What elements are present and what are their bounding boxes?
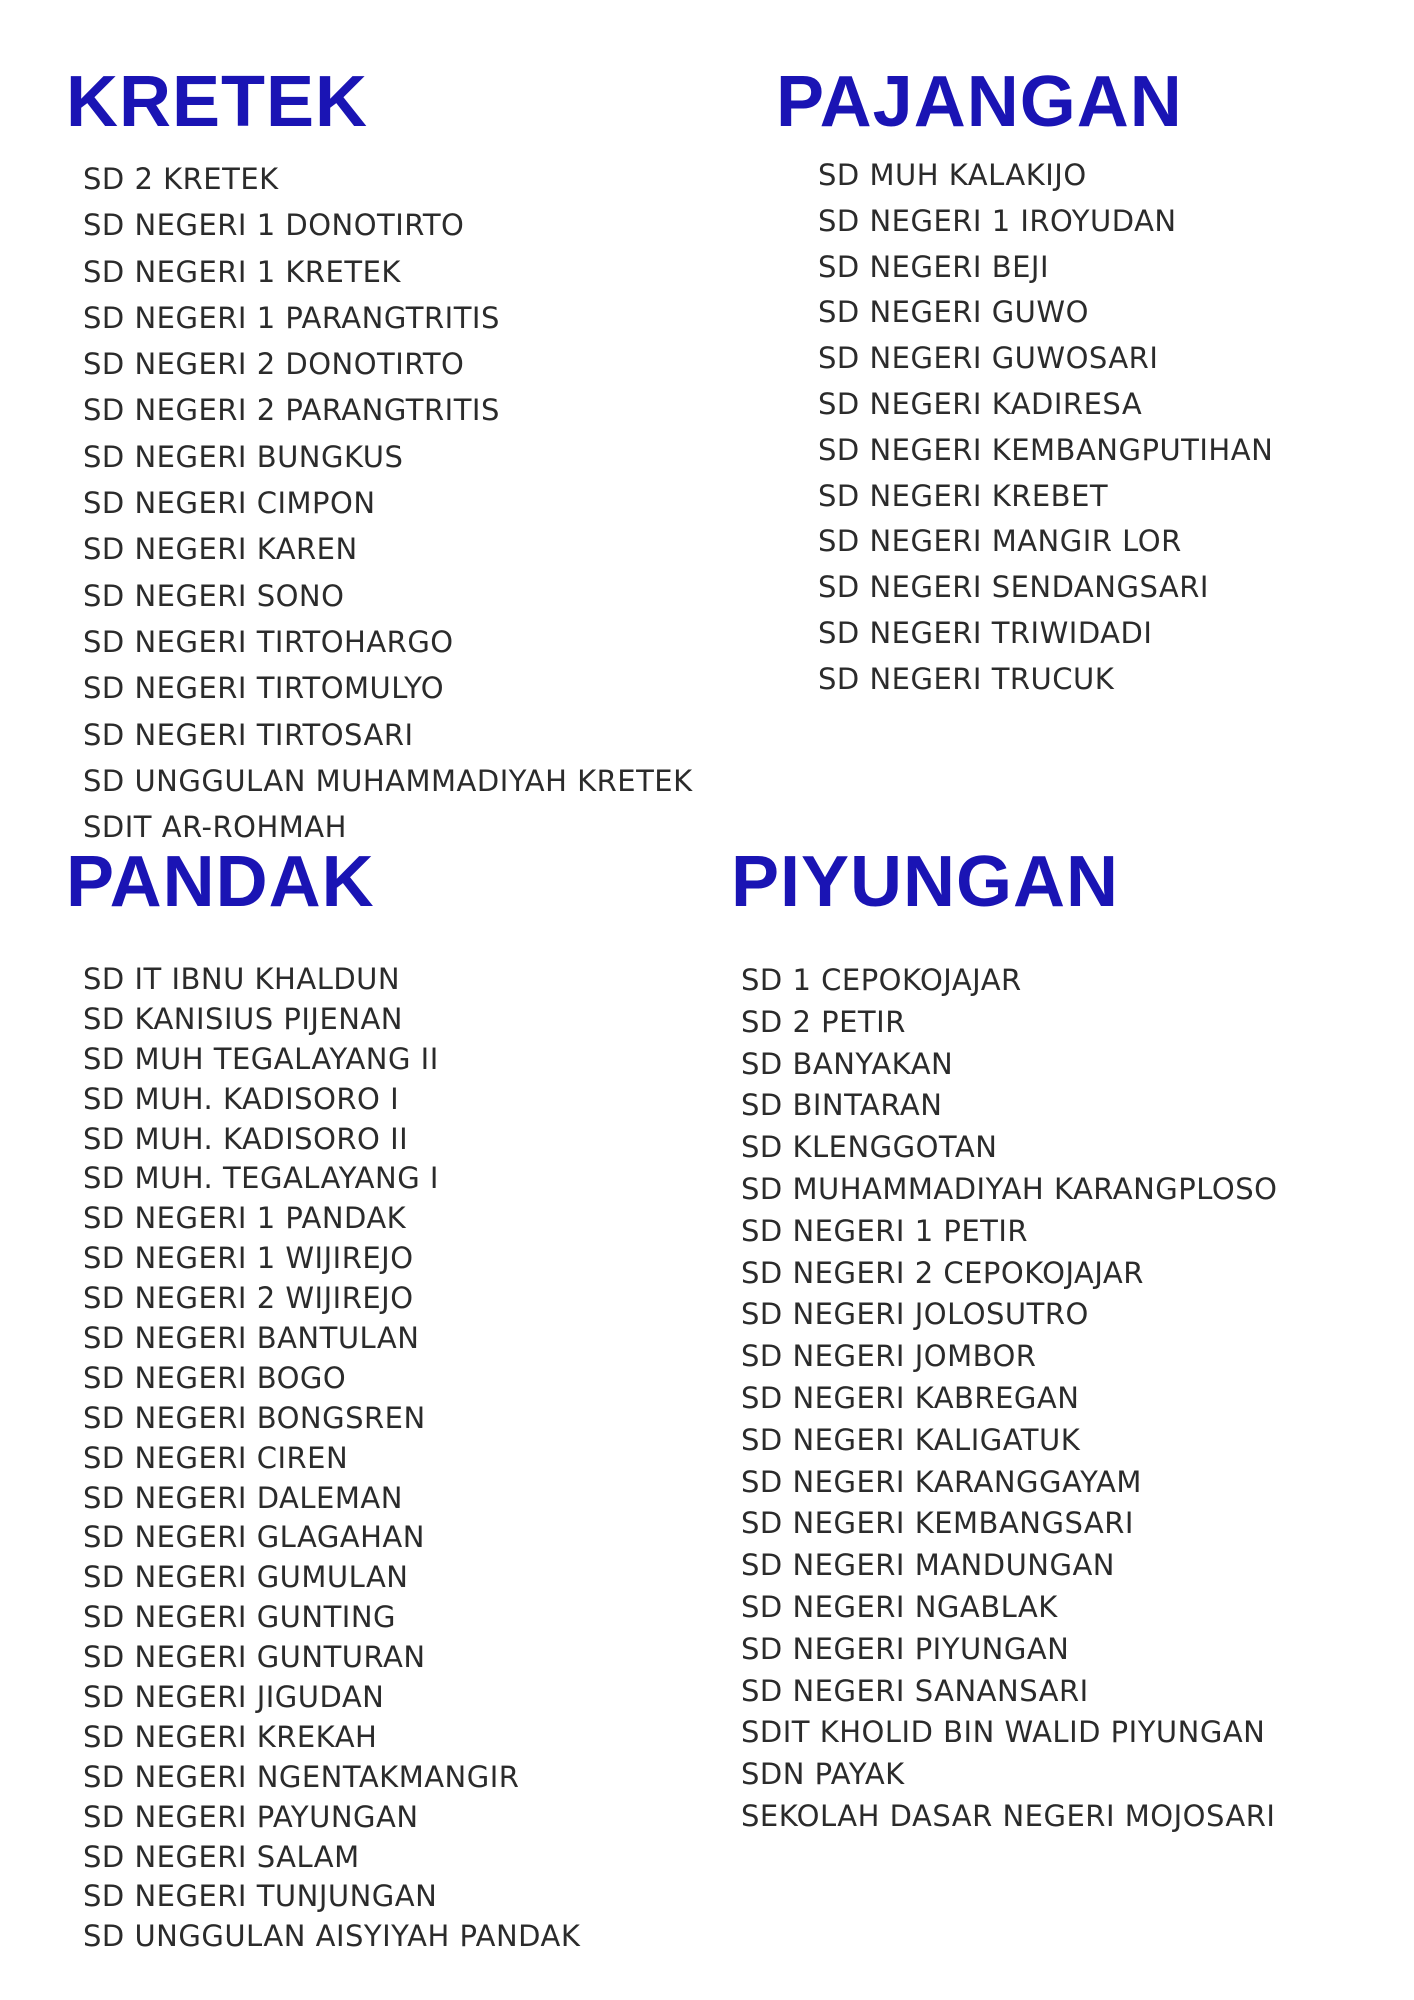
school-list-pandak: [83, 960, 580, 1957]
section-heading-pajangan: PAJANGAN: [776, 62, 1183, 142]
school-list-item: SD NEGERI MANGIR LOR: [818, 524, 1182, 559]
school-list-item: SDN PAYAK: [741, 1757, 905, 1792]
school-list-item: SD NEGERI 2 DONOTIRTO: [83, 347, 465, 382]
school-list-item: SD NEGERI 1 PARANGTRITIS: [83, 300, 500, 335]
school-list-item: SD NEGERI TIRTOHARGO: [83, 624, 454, 659]
section-heading-pandak: PANDAK: [66, 842, 375, 922]
school-list-item: SD NEGERI DALEMAN: [83, 1480, 403, 1515]
school-list-item: SD MUH KALAKIJO: [818, 158, 1087, 192]
school-list-item: SD NEGERI NGABLAK: [741, 1589, 1058, 1624]
school-list-item: SD MUH. KADISORO II: [83, 1121, 409, 1156]
school-list-item: SD NEGERI PIYUNGAN: [741, 1631, 1070, 1666]
school-list-item: SD NEGERI SONO: [83, 578, 345, 613]
school-list-item: SD NEGERI 1 PANDAK: [83, 1201, 407, 1236]
school-list-item: SD NEGERI NGENTAKMANGIR: [83, 1759, 520, 1794]
school-list-item: SD NEGERI KABREGAN: [741, 1380, 1080, 1415]
school-list-kretek: [83, 156, 693, 850]
school-list-item: SD NEGERI 1 IROYUDAN: [818, 203, 1177, 238]
school-list-item: SD MUH TEGALAYANG II: [83, 1041, 439, 1076]
section-piyungan: [731, 842, 1278, 1838]
school-list-item: SD NEGERI CIMPON: [83, 486, 376, 521]
school-list-item: SD NEGERI TUNJUNGAN: [83, 1879, 438, 1914]
school-list-item: SD NEGERI GLAGAHAN: [83, 1520, 425, 1555]
school-list-item: SD NEGERI KADIRESA: [818, 386, 1143, 421]
school-list-item: SD BINTARAN: [741, 1088, 943, 1123]
school-list-item: SD MUH. KADISORO I: [83, 1081, 400, 1116]
school-list-item: SD NEGERI GUNTING: [83, 1600, 397, 1635]
school-list-item: SDIT KHOLID BIN WALID PIYUNGAN: [741, 1715, 1266, 1750]
school-list-item: SD KLENGGOTAN: [741, 1130, 998, 1165]
school-list-item: SD NEGERI JOMBOR: [741, 1339, 1037, 1374]
section-pandak: [66, 842, 581, 1957]
school-list-item: SD NEGERI BEJI: [818, 249, 1050, 284]
school-list-item: SD BANYAKAN: [741, 1046, 954, 1081]
school-list-item: SD 2 PETIR: [741, 1004, 906, 1039]
school-list-item: SD NEGERI GUWO: [818, 295, 1089, 330]
section-heading-kretek: KRETEK: [66, 62, 369, 142]
school-list-pajangan: [818, 153, 1273, 703]
school-list-item: SD MUHAMMADIYAH KARANGPLOSO: [741, 1171, 1278, 1206]
school-list-item: SD NEGERI TIRTOSARI: [83, 717, 414, 752]
school-list-item: SD NEGERI KREKAH: [83, 1719, 378, 1754]
school-list-item: SD NEGERI TIRTOMULYO: [83, 671, 445, 706]
school-list-item: SD NEGERI 1 DONOTIRTO: [83, 208, 465, 243]
section-heading-piyungan: PIYUNGAN: [731, 842, 1120, 922]
school-list-item: SD NEGERI KAREN: [83, 532, 358, 567]
school-list-item: SD NEGERI JOLOSUTRO: [741, 1297, 1089, 1332]
school-list-item: SD NEGERI 1 KRETEK: [83, 254, 401, 289]
school-list-item: SD NEGERI BOGO: [83, 1360, 347, 1395]
school-list-item: SD NEGERI KEMBANGPUTIHAN: [818, 432, 1274, 467]
school-list-item: SD NEGERI BUNGKUS: [83, 439, 404, 474]
section-pajangan: [776, 62, 1274, 703]
school-list-item: SD NEGERI 1 PETIR: [741, 1213, 1029, 1248]
school-list-item: SD NEGERI TRUCUK: [818, 661, 1115, 696]
school-list-item: SD NEGERI CIREN: [83, 1440, 349, 1475]
school-list-item: SD NEGERI 2 CEPOKOJAJAR: [741, 1255, 1144, 1290]
school-list-piyungan: [741, 960, 1277, 1838]
school-list-item: SD NEGERI GUMULAN: [83, 1560, 409, 1595]
school-list-item: SD NEGERI BANTULAN: [83, 1321, 420, 1356]
school-list-item: SD UNGGULAN MUHAMMADIYAH KRETEK: [83, 763, 693, 798]
school-list-item: SD NEGERI SANANSARI: [741, 1673, 1089, 1708]
school-list-item: SD KANISIUS PIJENAN: [83, 1001, 404, 1036]
school-list-item: SD NEGERI BONGSREN: [83, 1400, 426, 1435]
school-list-item: SD 2 KRETEK: [83, 162, 279, 196]
school-list-item: SD UNGGULAN AISYIYAH PANDAK: [83, 1919, 581, 1954]
school-list-item: SD NEGERI GUNTURAN: [83, 1640, 426, 1675]
school-list-item: SD NEGERI SALAM: [83, 1839, 360, 1874]
school-list-item: SD NEGERI GUWOSARI: [818, 341, 1159, 376]
school-list-item: SD NEGERI PAYUNGAN: [83, 1799, 419, 1834]
school-list-item: SD NEGERI JIGUDAN: [83, 1680, 385, 1715]
school-list-item: SD NEGERI KARANGGAYAM: [741, 1464, 1142, 1499]
school-list-item: SD NEGERI TRIWIDADI: [818, 615, 1153, 650]
school-list-item: SD NEGERI SENDANGSARI: [818, 570, 1209, 605]
school-list-item: SD 1 CEPOKOJAJAR: [741, 963, 1022, 997]
school-list-item: SD NEGERI KEMBANGSARI: [741, 1506, 1134, 1541]
school-list-item: SD NEGERI 1 WIJIREJO: [83, 1241, 414, 1276]
school-list-item: SD MUH. TEGALAYANG I: [83, 1161, 439, 1196]
school-list-item: SD NEGERI KALIGATUK: [741, 1422, 1081, 1457]
school-list-item: SDIT AR-ROHMAH: [83, 810, 347, 845]
school-list-item: SD IT IBNU KHALDUN: [83, 962, 401, 996]
school-list-item: SD NEGERI KREBET: [818, 478, 1109, 513]
school-list-item: SD NEGERI 2 PARANGTRITIS: [83, 393, 500, 428]
school-list-item: SD NEGERI 2 WIJIREJO: [83, 1281, 414, 1316]
school-list-item: SD NEGERI MANDUNGAN: [741, 1548, 1115, 1583]
school-list-item: SEKOLAH DASAR NEGERI MOJOSARI: [741, 1798, 1276, 1833]
section-kretek: [66, 62, 693, 850]
